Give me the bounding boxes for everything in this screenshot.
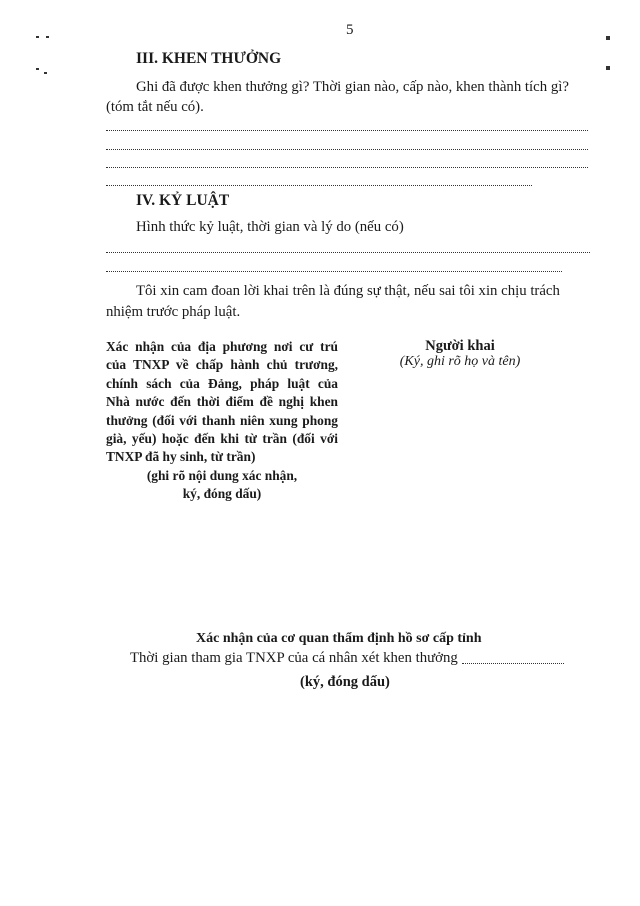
local-confirmation-line: già, yếu) hoặc đến khi từ trần (đối với	[106, 431, 338, 447]
answer-line[interactable]	[106, 167, 588, 168]
local-confirmation-line: Xác nhận của địa phương nơi cư trú	[106, 339, 338, 354]
local-confirmation-line: TNXP đã hy sinh, từ trần)	[106, 449, 256, 465]
declarant-note: (Ký, ghi rõ họ và tên)	[399, 354, 521, 369]
declaration-line1: Tôi xin cam đoan lời khai trên là đúng sự thật, nếu sai tôi xin chịu trách	[136, 283, 560, 299]
declarant-title: Người khai	[425, 338, 495, 354]
section3-heading: III. KHEN THƯỞNG	[136, 50, 282, 67]
provincial-line: Thời gian tham gia TNXP của cá nhân xét khen thưởng	[130, 650, 458, 666]
local-confirmation-note: (ghi rõ nội dung xác nhận,	[146, 467, 298, 483]
answer-line[interactable]	[106, 185, 532, 186]
scan-speck	[46, 36, 49, 38]
local-confirmation-note: ký, đóng dấu)	[182, 486, 262, 502]
scan-speck	[44, 72, 47, 74]
answer-line[interactable]	[106, 149, 588, 150]
scan-speck	[606, 36, 610, 40]
answer-line[interactable]	[106, 271, 562, 272]
local-confirmation-line: chính sách của Đảng, pháp luật của	[106, 375, 338, 391]
answer-line[interactable]	[462, 663, 564, 664]
local-confirmation-line: Nhà nước đến thời điểm đề nghị khen	[106, 394, 338, 410]
local-confirmation-line: của TNXP về chấp hành chủ trương,	[106, 357, 338, 373]
provincial-sign: (ký, đóng dấu)	[300, 674, 390, 690]
local-confirmation	[106, 338, 338, 504]
provincial-title: Xác nhận của cơ quan thẩm định hồ sơ cấp tỉnh	[196, 631, 482, 646]
page-number: 5	[346, 22, 354, 38]
scan-speck	[606, 66, 610, 70]
section3-line2: (tóm tắt nếu có).	[106, 99, 204, 115]
section4-heading: IV. KỶ LUẬT	[136, 192, 230, 209]
section4-prompt: Hình thức kỷ luật, thời gian và lý do (nếu có)	[136, 219, 404, 235]
answer-line[interactable]	[106, 252, 590, 253]
local-confirmation-line: thưởng (đối với thanh niên xung phong	[106, 412, 338, 428]
declaration-line2: nhiệm trước pháp luật.	[106, 304, 241, 320]
answer-line[interactable]	[106, 130, 588, 131]
scan-speck	[36, 36, 39, 38]
scan-speck	[36, 68, 39, 70]
section3-line1: Ghi đã được khen thưởng gì? Thời gian nào, cấp nào, khen thành tích gì?	[136, 79, 569, 95]
